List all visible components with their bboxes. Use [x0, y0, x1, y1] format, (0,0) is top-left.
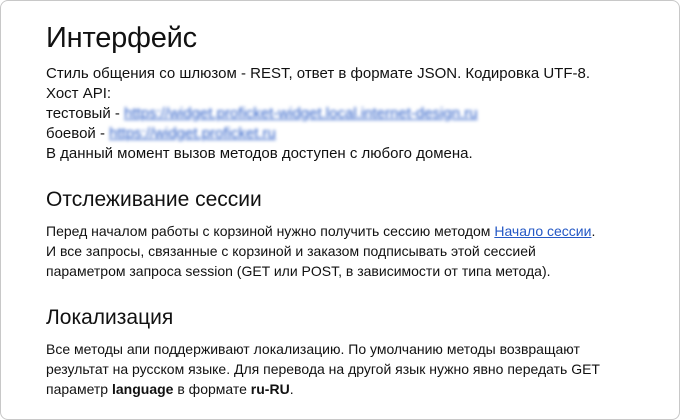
prod-host-link[interactable]: https://widget.proficket.ru [109, 125, 276, 142]
language-param: language [111, 381, 174, 397]
api-description: Стиль общения со шлюзом - REST, ответ в формате JSON. Кодировка UTF-8. [46, 65, 591, 82]
localization-line-1: Все методы апи поддерживают локализацию. По умолчанию методы возвращают [46, 341, 580, 357]
session-line-2: И все запросы, связанные с корзиной и заказом подписывать этой сессией [46, 243, 536, 259]
localization-line-3-middle: в формате [173, 381, 251, 397]
localization-section-body [46, 339, 600, 399]
test-host-link[interactable]: https://widget.proficket-widget.local.internet-design.ru [124, 105, 478, 122]
session-line-1 [46, 221, 595, 241]
test-host-label: тестовый - [46, 105, 125, 122]
localization-line-2: результат на русском языке. Для перевода на другой язык нужно явно передать GET [46, 361, 600, 377]
section-title-interface: Интерфейс [46, 22, 197, 54]
interface-section-body [46, 64, 590, 164]
domain-note: В данный момент вызов методов доступен с любого домена. [46, 145, 473, 162]
section-title-session: Отслеживание сессии [46, 188, 262, 211]
prod-host-row [46, 124, 590, 144]
section-title-localization: Локализация [46, 306, 174, 329]
session-section-body [46, 221, 595, 281]
localization-line-3-prefix: параметр [46, 381, 112, 397]
localization-line-3-suffix: . [289, 381, 294, 397]
session-line-3: параметром запроса session (GET или POST, в зависимости от типа метода). [46, 263, 551, 279]
host-label: Хост API: [46, 85, 112, 102]
localization-line-3 [46, 379, 600, 399]
session-line-1-suffix: . [591, 223, 596, 239]
locale-format-value: ru-RU [250, 381, 290, 397]
session-line-1-text: Перед началом работы с корзиной нужно получить сессию методом [46, 223, 495, 239]
prod-host-label: боевой - [46, 125, 110, 142]
test-host-row [46, 104, 590, 124]
session-start-link[interactable]: Начало сессии [494, 223, 592, 239]
